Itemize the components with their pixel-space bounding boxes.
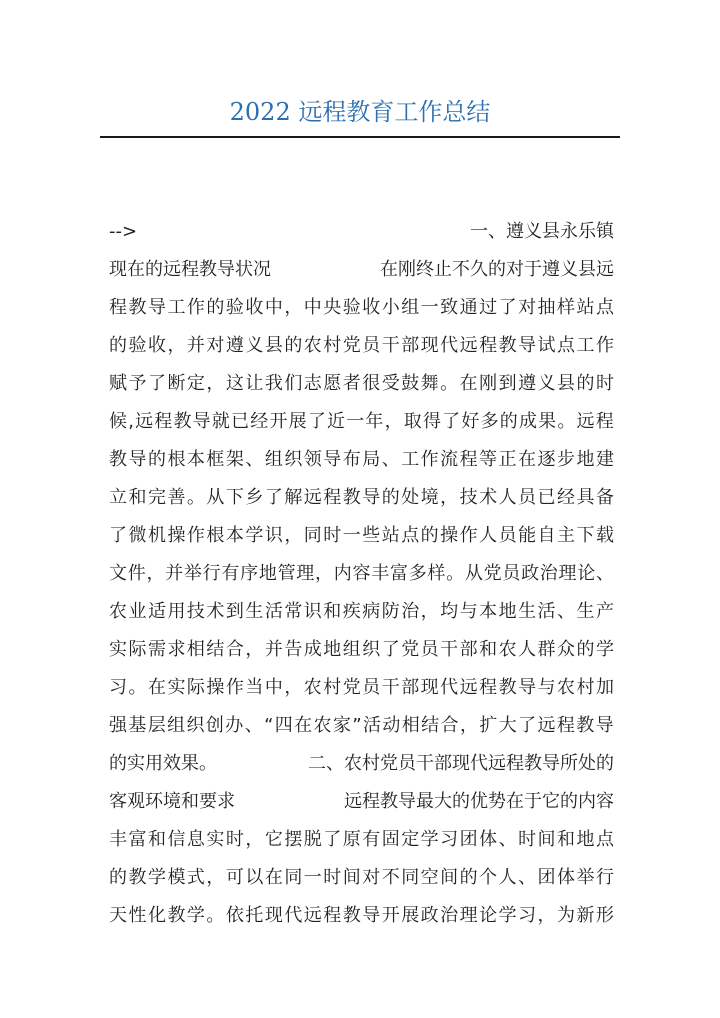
document-title: 2022 远程教育工作总结: [229, 98, 491, 126]
line-segment: 实际需求相结合，并告成地组织了党员干部和农人群众的学: [109, 639, 616, 660]
line-segment: 的实用效果。: [109, 753, 217, 774]
line-segment: 的教学模式，可以在同一时间对不同空间的个人、团体举行: [109, 867, 616, 888]
line-segment: 在刚终止不久的对于遵义县远: [380, 259, 614, 280]
paragraph-line: [109, 821, 614, 859]
line-segment: 现在的远程教导状况: [109, 259, 271, 280]
line-segment: 客观环境和要求: [109, 791, 235, 812]
line-segment: 农业适用技术到生活常识和疾病防治，均与本地生活、生产: [109, 601, 616, 622]
line-segment: -->: [109, 221, 138, 242]
line-segment: 立和完善。从下乡了解远程教导的处境，技术人员已经具备: [109, 487, 616, 508]
paragraph-line: [109, 213, 614, 251]
paragraph-line: [109, 479, 614, 517]
line-segment: 了微机操作根本学识，同时一些站点的操作人员能自主下载: [109, 525, 616, 546]
paragraph-line: [109, 555, 614, 593]
line-segment: 教导的根本框架、组织领导布局、工作流程等正在逐步地建: [109, 449, 616, 470]
paragraph-line: [109, 251, 614, 289]
paragraph-line: [109, 593, 614, 631]
paragraph-line: [109, 289, 614, 327]
line-segment: 一、遵义县永乐镇: [470, 221, 614, 242]
line-segment: 赋予了断定，这让我们志愿者很受鼓舞。在刚到遵义县的时: [109, 373, 616, 394]
line-segment: 候,远程教导就已经开展了近一年，取得了好多的成果。远程: [109, 411, 615, 432]
paragraph-line: [109, 783, 614, 821]
paragraph-line: [109, 403, 614, 441]
paragraph-line: [109, 745, 614, 783]
paragraph-line: [109, 707, 614, 745]
paragraph-line: [109, 631, 614, 669]
line-segment: 丰富和信息实时，它摆脱了原有固定学习团体、时间和地点: [109, 829, 616, 850]
line-segment: 程教导工作的验收中，中央验收小组一致通过了对抽样站点: [109, 297, 616, 318]
paragraph-line: [109, 897, 614, 935]
line-segment: 二、农村党员干部现代远程教导所处的: [308, 753, 614, 774]
line-segment: 远程教导最大的优势在于它的内容: [344, 791, 614, 812]
title-underline: [100, 136, 620, 138]
paragraph-line: [109, 327, 614, 365]
line-segment: 天性化教学。依托现代远程教导开展政治理论学习，为新形: [109, 905, 616, 926]
paragraph-line: [109, 859, 614, 897]
line-segment: 文件，并举行有序地管理，内容丰富多样。从党员政治理论、: [109, 563, 615, 584]
paragraph-line: [109, 517, 614, 555]
paragraph-line: [109, 669, 614, 707]
line-segment: 强基层组织创办、“四在农家”活动相结合，扩大了远程教导: [109, 715, 616, 736]
line-segment: 的验收，并对遵义县的农村党员干部现代远程教导试点工作: [109, 335, 616, 356]
line-segment: 习。在实际操作当中，农村党员干部现代远程教导与农村加: [109, 677, 616, 698]
document-body: [109, 213, 614, 935]
paragraph-line: [109, 441, 614, 479]
paragraph-line: [109, 365, 614, 403]
